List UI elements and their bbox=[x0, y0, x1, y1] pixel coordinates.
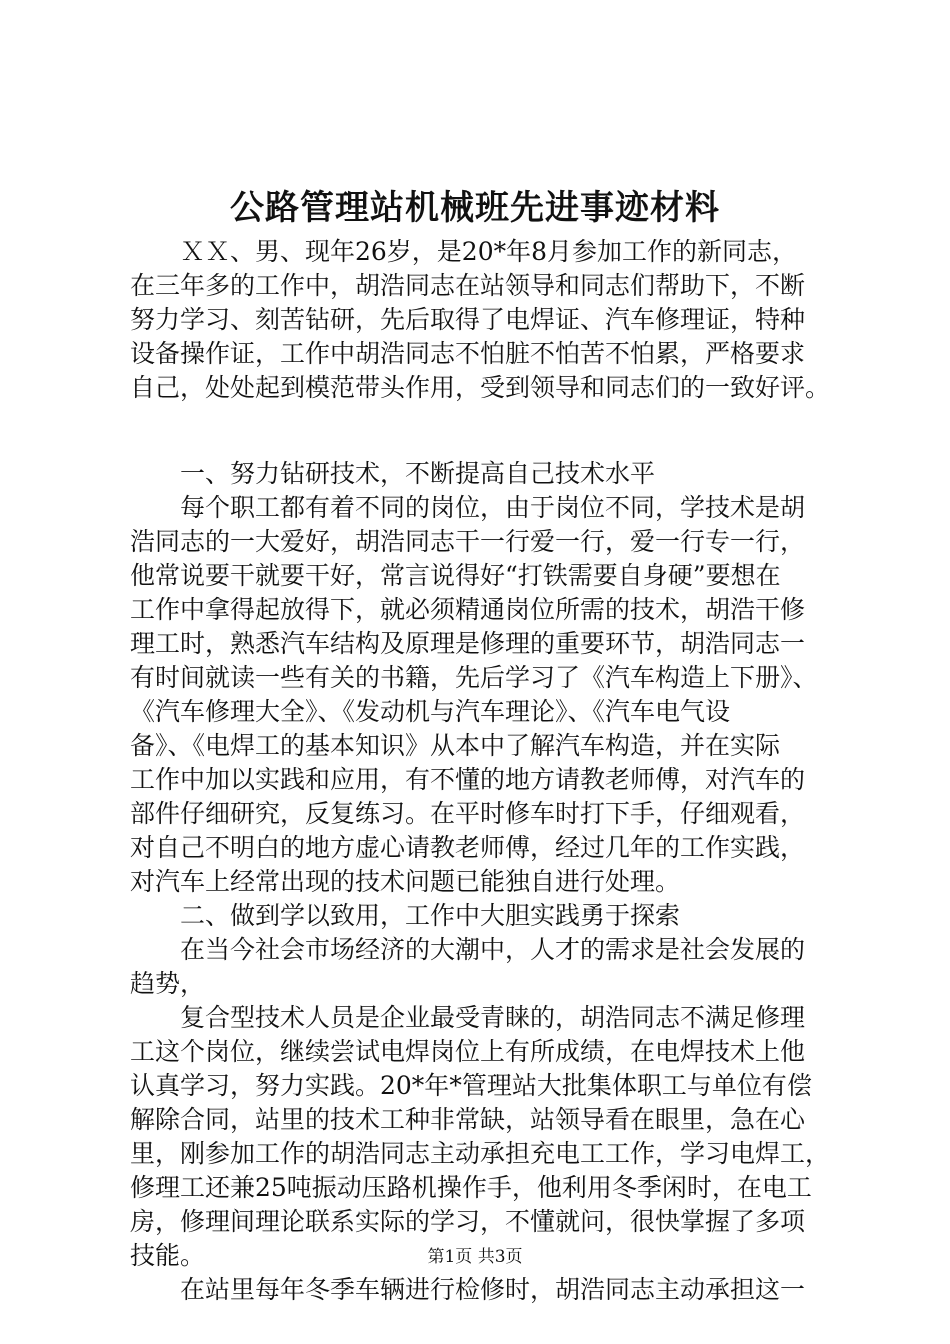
text-line: 房，修理间理论联系实际的学习，不懂就问，很快掌握了多项 bbox=[130, 1207, 806, 1236]
text-line: 备》、《电焊工的基本知识》从本中了解汽车构造，并在实际 bbox=[130, 731, 781, 760]
text-line: 在站里每年冬季车辆进行检修时，胡浩同志主动承担这一 bbox=[180, 1275, 806, 1304]
section2-paragraph-3 bbox=[130, 1273, 834, 1307]
text-line: 在当今社会市场经济的大潮中，人才的需求是社会发展的 bbox=[180, 935, 806, 964]
text-line: 修理工还兼25吨振动压路机操作手，他利用冬季闲时，在电工 bbox=[130, 1173, 812, 1202]
document-title: 公路管理站机械班先进事迹材料 bbox=[230, 188, 720, 228]
section2-paragraph-1 bbox=[130, 933, 834, 1001]
intro-paragraph bbox=[130, 235, 834, 405]
text-line: 趋势， bbox=[130, 969, 206, 998]
text-line: 部件仔细研究，反复练习。在平时修车时打下手，仔细观看， bbox=[130, 799, 806, 828]
text-line: 工作中拿得起放得下，就必须精通岗位所需的技术，胡浩干修 bbox=[130, 595, 806, 624]
text-line: 理工时，熟悉汽车结构及原理是修理的重要环节，胡浩同志一 bbox=[130, 629, 806, 658]
text-line: 解除合同，站里的技术工种非常缺，站领导看在眼里，急在心 bbox=[130, 1105, 806, 1134]
text-line: 里，刚参加工作的胡浩同志主动承担充电工工作，学习电焊工， bbox=[130, 1139, 831, 1168]
text-line: 每个职工都有着不同的岗位，由于岗位不同，学技术是胡 bbox=[180, 493, 806, 522]
text-line: 他常说要干就要干好，常言说得好“打铁需要自身硬”要想在 bbox=[130, 561, 781, 590]
text-line: ＸＸ、男、现年26岁，是20*年8月参加工作的新同志， bbox=[180, 237, 798, 266]
text-line: 浩同志的一大爱好，胡浩同志干一行爱一行，爱一行专一行， bbox=[130, 527, 806, 556]
text-line: 工作中加以实践和应用，有不懂的地方请教老师傅，对汽车的 bbox=[130, 765, 806, 794]
document-body bbox=[130, 235, 834, 1307]
section-heading-2: 二、做到学以致用，工作中大胆实践勇于探索 bbox=[180, 901, 681, 930]
section-heading-1: 一、努力钻研技术，不断提高自己技术水平 bbox=[180, 459, 656, 488]
text-line: 复合型技术人员是企业最受青睐的，胡浩同志不满足修理 bbox=[180, 1003, 806, 1032]
text-line: 对汽车上经常出现的技术问题已能独自进行处理。 bbox=[130, 867, 681, 896]
page-footer: 第1页 共3页 bbox=[427, 1247, 523, 1267]
section1-paragraph bbox=[130, 491, 834, 899]
text-line: 努力学习、刻苦钻研，先后取得了电焊证、汽车修理证，特种 bbox=[130, 305, 806, 334]
text-line: 在三年多的工作中，胡浩同志在站领导和同志们帮助下，不断 bbox=[130, 271, 806, 300]
text-line: 对自己不明白的地方虚心请教老师傅，经过几年的工作实践， bbox=[130, 833, 806, 862]
section2-paragraph-2 bbox=[130, 1001, 834, 1273]
text-line: 自己，处处起到模范带头作用，受到领导和同志们的一致好评。 bbox=[130, 373, 831, 402]
text-line: 有时间就读一些有关的书籍，先后学习了《汽车构造上下册》、 bbox=[130, 663, 818, 692]
text-line: 《汽车修理大全》、《发动机与汽车理论》、《汽车电气设 bbox=[130, 697, 731, 726]
paragraph-spacer bbox=[130, 405, 834, 457]
text-line: 设备操作证，工作中胡浩同志不怕脏不怕苦不怕累，严格要求 bbox=[130, 339, 806, 368]
text-line: 技能。 bbox=[130, 1241, 206, 1270]
text-line: 认真学习，努力实践。20*年*管理站大批集体职工与单位有偿 bbox=[130, 1071, 812, 1100]
text-line: 工这个岗位，继续尝试电焊岗位上有所成绩，在电焊技术上他 bbox=[130, 1037, 806, 1066]
